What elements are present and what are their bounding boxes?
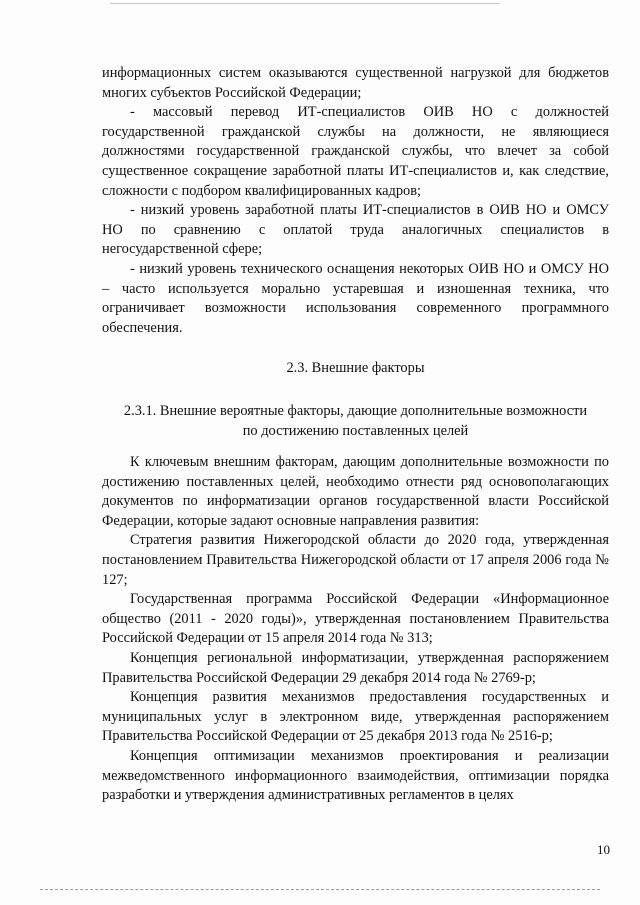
bullet-item: - низкий уровень заработной платы ИТ-специалистов в ОИВ НО и ОМСУ НО по сравнению с оплатой труда аналогичных специалистов в негосударственной сфере; [102, 202, 609, 258]
document-item: Концепция региональной информатизации, утвержденная распоряжением Правительства Российской Федерации 29 декабря 2014 года № 2769-р; [102, 650, 609, 686]
document-item: Стратегия развития Нижегородской области до 2020 года, утвержденная постановлением Правительства Нижегородской области от 17 апреля 2006 года № 127; [102, 532, 609, 588]
document-body [102, 64, 609, 806]
bullet-item: - массовый перевод ИТ-специалистов ОИВ НО с должностей государственной гражданской службы на должности, не являющиеся должностями государственной гражданской службы, что влечет за собой существенное сокращение заработной платы ИТ-специалистов и, как следствие, сложности с подбором квалифицированных кадров; [102, 104, 609, 199]
scan-artifact-bottom-line [40, 889, 600, 890]
bullet-item: - низкий уровень технического оснащения некоторых ОИВ НО и ОМСУ НО – часто используется морально устаревшая и изношенная техника, что ограничивает возможности использования современного программного обеспечения. [102, 260, 609, 336]
page-number: 10 [597, 842, 610, 857]
document-item: Концепция оптимизации механизмов проектирования и реализации межведомственного информационного взаимодействия, оптимизации порядка разработки и утверждения административных регламентов в целях [102, 748, 609, 804]
document-item: Государственная программа Российской Федерации «Информационное общество (2011 - 2020 годы)», утвержденная постановлением Правительства Российской Федерации от 15 апреля 2014 года № 313; [102, 591, 609, 647]
paragraph-continuation: информационных систем оказываются существенной нагрузкой для бюджетов многих субъектов Российской Федерации; [102, 65, 609, 101]
section-heading: 2.3. Внешние факторы [286, 360, 425, 377]
subsection-heading-line2: по достижению поставленных целей [242, 422, 469, 439]
spacer [102, 441, 609, 453]
scan-artifact-top-line [110, 3, 500, 4]
document-item: Концепция развития механизмов предоставления государственных и муниципальных услуг в электронном виде, утвержденная распоряжением Правительства Российской Федерации от 25 декабря 2013 года № 2516-р; [102, 689, 609, 745]
spacer [102, 379, 609, 402]
intro-paragraph: К ключевым внешним факторам, дающим дополнительные возможности по достижению поставленных целей, необходимо отнести ряд основополагающих документов по информатизации органов государственной власти Российской Федерации, которые задают основные направления развития: [102, 454, 609, 529]
spacer [102, 338, 609, 359]
subsection-heading-line1: 2.3.1. Внешние вероятные факторы, дающие дополнительные возможности [123, 402, 588, 419]
